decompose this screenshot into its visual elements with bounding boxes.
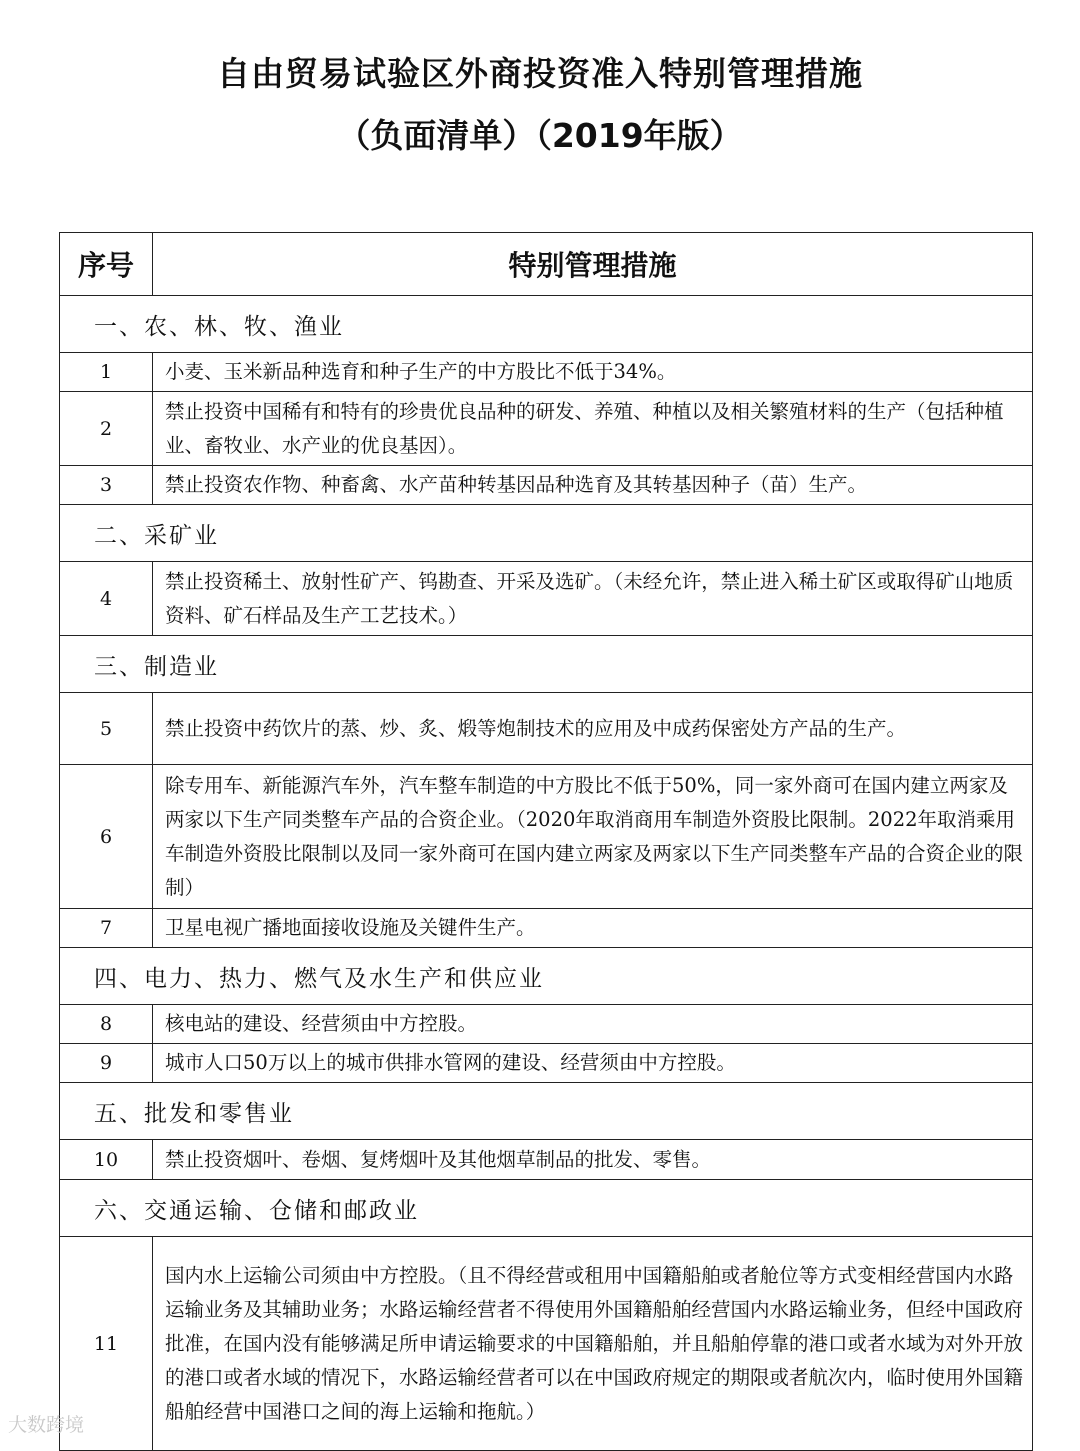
header-num: 序号 — [60, 233, 153, 296]
row-text: 禁止投资农作物、种畜禽、水产苗种转基因品种选育及其转基因种子（苗）生产。 — [153, 466, 1033, 505]
row-text: 城市人口50万以上的城市供排水管网的建设、经营须由中方控股。 — [153, 1044, 1033, 1083]
document-subtitle: （负面清单）（2019年版） — [337, 116, 743, 155]
table-row — [60, 765, 1033, 909]
table-row — [60, 1237, 1033, 1451]
table-row — [60, 1140, 1033, 1180]
table-row — [60, 1005, 1033, 1044]
row-text: 卫星电视广播地面接收设施及关键件生产。 — [153, 909, 1033, 948]
table-row — [60, 693, 1033, 765]
row-number: 11 — [60, 1237, 153, 1451]
table-row — [60, 909, 1033, 948]
row-number: 9 — [60, 1044, 153, 1083]
document-title: 自由贸易试验区外商投资准入特别管理措施 — [217, 54, 863, 93]
section-row — [60, 1180, 1033, 1237]
table-row — [60, 392, 1033, 466]
table-row — [60, 1044, 1033, 1083]
row-number: 6 — [60, 765, 153, 909]
row-number: 4 — [60, 562, 153, 636]
row-number: 1 — [60, 353, 153, 392]
row-text: 禁止投资稀土、放射性矿产、钨勘查、开采及选矿。（未经允许，禁止进入稀土矿区或取得矿山地质资料、矿石样品及生产工艺技术。） — [153, 562, 1033, 636]
section-title: 六、交通运输、仓储和邮政业 — [60, 1180, 1033, 1237]
header-measure: 特别管理措施 — [153, 233, 1033, 296]
measures-table — [59, 232, 1033, 1451]
table-row — [60, 562, 1033, 636]
row-text: 禁止投资中药饮片的蒸、炒、炙、煅等炮制技术的应用及中成药保密处方产品的生产。 — [153, 693, 1033, 765]
row-number: 10 — [60, 1140, 153, 1180]
section-title: 三、制造业 — [60, 636, 1033, 693]
table-header-row — [60, 233, 1033, 296]
row-number: 5 — [60, 693, 153, 765]
table-row — [60, 353, 1033, 392]
table-row — [60, 466, 1033, 505]
row-number: 7 — [60, 909, 153, 948]
section-row — [60, 1083, 1033, 1140]
row-number: 8 — [60, 1005, 153, 1044]
row-text: 核电站的建设、经营须由中方控股。 — [153, 1005, 1033, 1044]
row-text: 禁止投资烟叶、卷烟、复烤烟叶及其他烟草制品的批发、零售。 — [153, 1140, 1033, 1180]
section-row — [60, 505, 1033, 562]
row-text: 小麦、玉米新品种选育和种子生产的中方股比不低于34%。 — [153, 353, 1033, 392]
section-row — [60, 296, 1033, 353]
row-text: 国内水上运输公司须由中方控股。（且不得经营或租用中国籍船舶或者舱位等方式变相经营国内水路运输业务及其辅助业务；水路运输经营者不得使用外国籍船舶经营国内水路运输业务，但经中国政府批准，在国内没有能够满足所申请运输要求的中国籍船舶，并且船舶停靠的港口或者水域为对外开放的港口或者水域的情况下，水路运输经营者可以在中国政府规定的期限或者航次内，临时使用外国籍船舶经营中国港口之间的海上运输和拖航。） — [153, 1237, 1033, 1451]
row-number: 3 — [60, 466, 153, 505]
section-row — [60, 948, 1033, 1005]
section-title: 五、批发和零售业 — [60, 1083, 1033, 1140]
section-row — [60, 636, 1033, 693]
section-title: 一、农、林、牧、渔业 — [60, 296, 1033, 353]
section-title: 二、采矿业 — [60, 505, 1033, 562]
section-title: 四、电力、热力、燃气及水生产和供应业 — [60, 948, 1033, 1005]
row-text: 禁止投资中国稀有和特有的珍贵优良品种的研发、养殖、种植以及相关繁殖材料的生产（包括种植业、畜牧业、水产业的优良基因）。 — [153, 392, 1033, 466]
watermark: 大数跨境 — [8, 1414, 85, 1436]
row-number: 2 — [60, 392, 153, 466]
row-text: 除专用车、新能源汽车外，汽车整车制造的中方股比不低于50%，同一家外商可在国内建立两家及两家以下生产同类整车产品的合资企业。（2020年取消商用车制造外资股比限制。2022年取消乘用车制造外资股比限制以及同一家外商可在国内建立两家及两家以下生产同类整车产品的合资企业的限制） — [153, 765, 1033, 909]
